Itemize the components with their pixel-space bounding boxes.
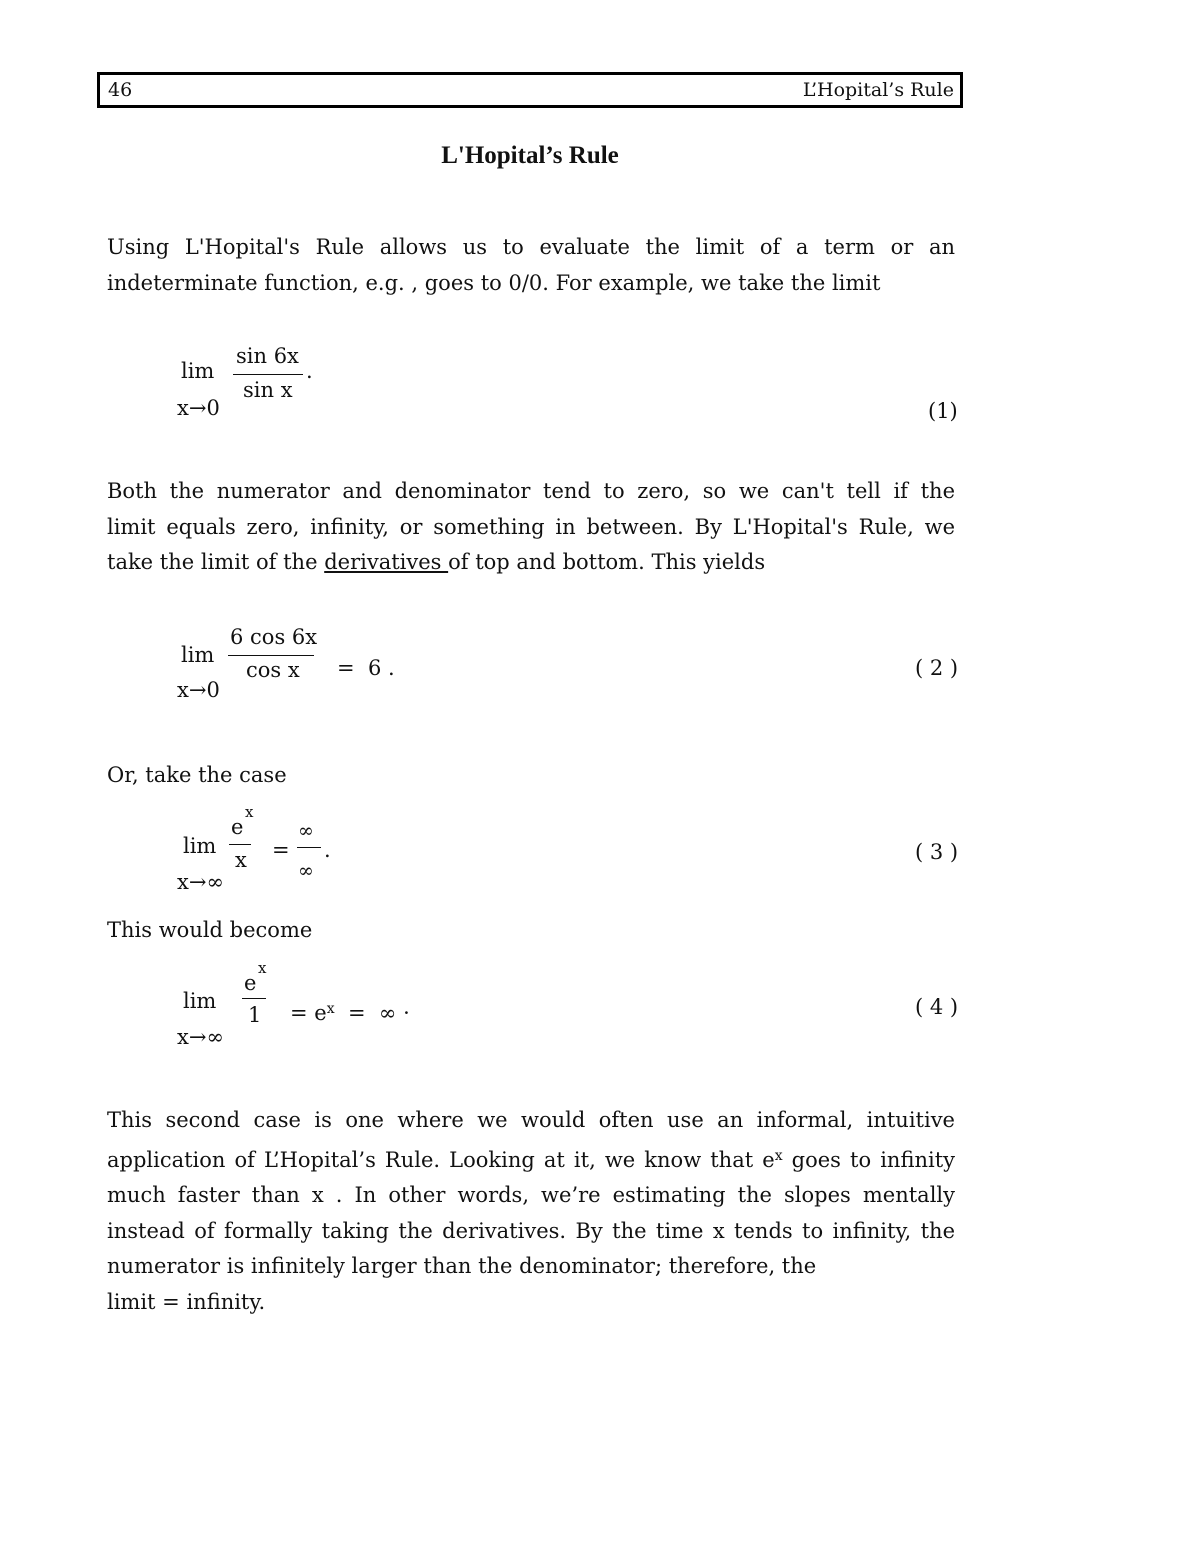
equation-number: (1) — [928, 399, 958, 423]
fraction-numerator-exponent: x — [245, 803, 254, 821]
text-span: = ∞ · — [334, 1001, 410, 1025]
result-numerator: ∞ — [298, 820, 314, 842]
equals-sign: = — [272, 838, 290, 862]
fraction-bar — [233, 374, 303, 375]
text-line: Or, take the case — [107, 763, 287, 787]
text-line: instead of formally taking the derivatives. By the time x tends to infinity, the — [107, 1218, 955, 1243]
text-line: indeterminate function, e.g. , goes to 0/0. For example, we take the limit — [107, 270, 881, 295]
equation-number: ( 3 ) — [915, 840, 959, 864]
page-title: L'Hopital’s Rule — [441, 142, 619, 169]
fraction-numerator-base: e — [231, 815, 244, 839]
fraction-numerator: sin 6x — [236, 344, 299, 368]
exponent: x — [326, 1001, 335, 1017]
lim-subscript: x→0 — [177, 396, 220, 420]
lim-operator: lim — [181, 359, 215, 383]
lim-subscript: x→∞ — [177, 870, 224, 894]
text-line — [107, 1139, 955, 1179]
fraction-numerator-base: e — [244, 971, 257, 995]
equation-number: ( 2 ) — [915, 656, 959, 680]
equation-tail: . — [306, 359, 313, 383]
fraction-denominator: cos x — [246, 658, 300, 682]
lim-operator: lim — [181, 643, 215, 667]
lim-subscript: x→0 — [177, 678, 220, 702]
equation-rest — [290, 1002, 410, 1024]
fraction-denominator: sin x — [243, 378, 293, 402]
paragraph-conclusion — [107, 1103, 955, 1320]
equation-tail: . — [324, 838, 331, 862]
equation-result: 6 . — [368, 656, 395, 680]
lim-operator: lim — [183, 989, 217, 1013]
fraction-bar — [297, 847, 321, 848]
text-span: of top and bottom. This yields — [448, 550, 766, 574]
text-line: This would become — [107, 918, 313, 942]
text-line: much faster than x . In other words, we’re estimating the slopes mentally — [107, 1183, 955, 1207]
paragraph-intro — [107, 230, 955, 301]
fraction-numerator: 6 cos 6x — [230, 625, 318, 649]
result-denominator: ∞ — [298, 860, 314, 882]
text-span: take the limit of the — [107, 550, 325, 574]
fraction-bar — [242, 998, 266, 999]
text-span: goes to infinity — [782, 1147, 955, 1172]
paragraph-explanation — [107, 474, 955, 581]
equals-sign: = — [337, 656, 355, 680]
text-line: Both the numerator and denominator tend to zero, so we can't tell if the — [107, 479, 955, 503]
text-line: Using L'Hopital's Rule allows us to evaluate the limit of a term or an — [107, 235, 955, 259]
page-number: 46 — [108, 79, 133, 101]
paragraph-case — [107, 758, 955, 794]
fraction-bar — [229, 844, 251, 845]
text-line: limit equals zero, infinity, or something in between. By L'Hopital's Rule, we — [107, 514, 955, 539]
text-line: limit = infinity. — [107, 1289, 266, 1314]
lim-subscript: x→∞ — [177, 1025, 224, 1049]
lim-operator: lim — [183, 834, 217, 858]
text-line — [107, 545, 955, 581]
equation-number: ( 4 ) — [915, 995, 959, 1019]
text-span: = e — [290, 1001, 327, 1025]
fraction-numerator-exponent: x — [258, 959, 267, 977]
text-span: application of L’Hopital’s Rule. Looking at it, we know that e — [107, 1147, 775, 1172]
fraction-denominator: x — [235, 848, 247, 872]
fraction-bar — [228, 655, 314, 656]
running-header — [97, 72, 963, 108]
text-line: This second case is one where we would often use an informal, intuitive — [107, 1108, 955, 1132]
text-line: numerator is infinitely larger than the denominator; therefore, the — [107, 1254, 817, 1278]
underlined-term: derivatives — [324, 550, 449, 574]
running-title: L’Hopital’s Rule — [802, 79, 954, 101]
paragraph-transition — [107, 913, 955, 949]
fraction-denominator: 1 — [248, 1003, 262, 1027]
exponent: x — [774, 1147, 783, 1164]
